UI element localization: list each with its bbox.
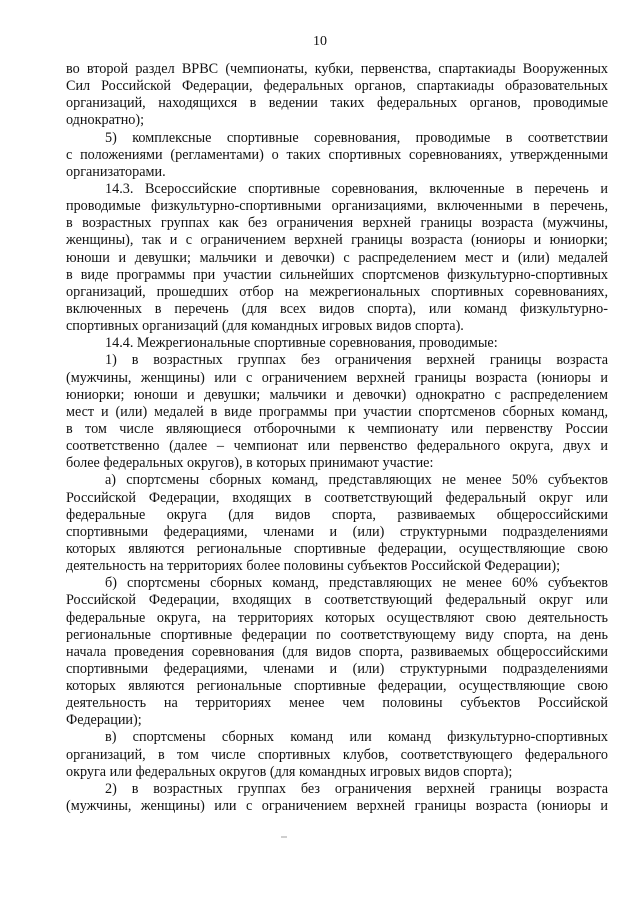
- text-line: спортивными федерациями, членами и (или) структурными подразделениями: [66, 523, 608, 540]
- text-line: в том числе являющиеся отборочными к чемпионату или первенству России: [66, 420, 608, 437]
- text-line: Российской Федерации, входящих в соответствующий федеральный округ или: [66, 489, 608, 506]
- text-line: юниорки; юноши и девушки; мальчики и девочки) однократно с распределением: [66, 386, 608, 403]
- text-line: а) спортсмены сборных команд, представляющих не менее 50% субъектов: [105, 472, 608, 489]
- text-line: которых являются региональные спортивные федерации, осуществляющие свою: [66, 678, 608, 695]
- text-line: более федеральных округов), в которых принимают участие:: [66, 455, 434, 472]
- text-line: 14.4. Межрегиональные спортивные соревнования, проводимые:: [105, 335, 498, 352]
- page-number: 10: [313, 34, 327, 49]
- text-line: 2) в возрастных группах без ограничения верхней границы возраста: [105, 780, 608, 797]
- text-line: (мужчины, женщины) или с ограничением верхней границы возраста (юниоры и: [66, 369, 608, 386]
- text-line: Сил Российской Федерации, федеральных органов, спартакиады образовательных: [66, 78, 608, 95]
- paragraph: [66, 729, 608, 780]
- text-line: спортивных организаций (для командных игровых видов спорта).: [66, 318, 464, 335]
- text-line: однократно);: [66, 112, 145, 129]
- paragraph: [66, 575, 608, 729]
- text-line: организаций, прошедших отбор на межрегиональных спортивных соревнованиях,: [66, 283, 608, 300]
- text-line: женщины), так и с ограничением верхней границы возраста (юниоры и юниорки;: [66, 232, 608, 249]
- text-line: с положениями (регламентами) о таких спортивных соревнованиях, утвержденными: [66, 146, 608, 163]
- text-line: организаторами.: [66, 163, 166, 180]
- text-line: деятельность на территориях более половины субъектов Российской Федерации);: [66, 558, 561, 575]
- text-line: Российской Федерации, входящих в соответствующий федеральный округ или: [66, 592, 608, 609]
- paragraph: [66, 335, 608, 352]
- text-line: организаций, находящихся в ведении таких федеральных органов, проводимые: [66, 95, 608, 112]
- text-line: 5) комплексные спортивные соревнования, проводимые в соответствии: [105, 129, 608, 146]
- text-line: деятельность на территориях менее чем половины субъектов Российской: [66, 695, 608, 712]
- paragraph: [66, 472, 608, 575]
- text-line: организаций, в том числе спортивных клубов, соответствующего федерального: [66, 746, 608, 763]
- text-line: проводимые физкультурно-спортивными организациями, включенными в перечень,: [66, 198, 608, 215]
- text-line: 14.3. Всероссийские спортивные соревнования, включенные в перечень и: [105, 180, 608, 197]
- text-line: которых являются региональные спортивные федерации, осуществляющие свою: [66, 540, 608, 557]
- text-line: (мужчины, женщины) или с ограничением верхней границы возраста (юниоры и: [66, 798, 608, 815]
- text-line: начала проведения соревнования (для видов спорта, развиваемых общероссийскими: [66, 643, 608, 660]
- text-line: соответственно (далее – чемпионат или первенство федерального округа, двух и: [66, 438, 608, 455]
- text-line: юноши и девушки; мальчики и девочки) с распределением мест и (или) медалей: [66, 249, 608, 266]
- paragraph: [66, 181, 608, 335]
- text-line: региональные спортивные федерации по соответствующему виду спорта, на день: [66, 626, 608, 643]
- text-line: в возрастных группах как без ограничения верхней границы возраста (мужчины,: [66, 215, 608, 232]
- paragraph: [66, 781, 608, 815]
- text-line: в виде программы при участии сильнейших спортсменов физкультурно-спортивных: [66, 266, 608, 283]
- paragraph: [66, 130, 608, 181]
- text-line: спортивными федерациями, членами и (или) структурными подразделениями: [66, 660, 608, 677]
- text-line: б) спортсмены сборных команд, представляющих не менее 60% субъектов: [105, 575, 608, 592]
- text-line: федеральные округа (для видов спорта, развиваемых общероссийскими: [66, 506, 608, 523]
- text-line: во второй раздел ВРВС (чемпионаты, кубки, первенства, спартакиады Вооруженных: [66, 61, 608, 77]
- paragraph: [66, 352, 608, 472]
- document-body: [66, 61, 608, 815]
- text-line: округа или федеральных округов (для командных игровых видов спорта);: [66, 763, 513, 780]
- paragraph: [66, 61, 608, 130]
- text-line: мест и (или) медалей в виде программы при участии спортсменов сборных команд,: [66, 403, 608, 420]
- text-line: 1) в возрастных группах без ограничения верхней границы возраста: [105, 352, 608, 369]
- text-line: Федерации);: [66, 712, 142, 729]
- text-line: в) спортсмены сборных команд или команд физкультурно-спортивных: [105, 729, 608, 746]
- text-line: включенных в перечень (для всех видов спорта), или команд физкультурно-: [66, 300, 608, 317]
- text-line: федеральные округа, на территориях которых осуществляют свою деятельность: [66, 609, 608, 626]
- scan-artifact: [281, 836, 287, 838]
